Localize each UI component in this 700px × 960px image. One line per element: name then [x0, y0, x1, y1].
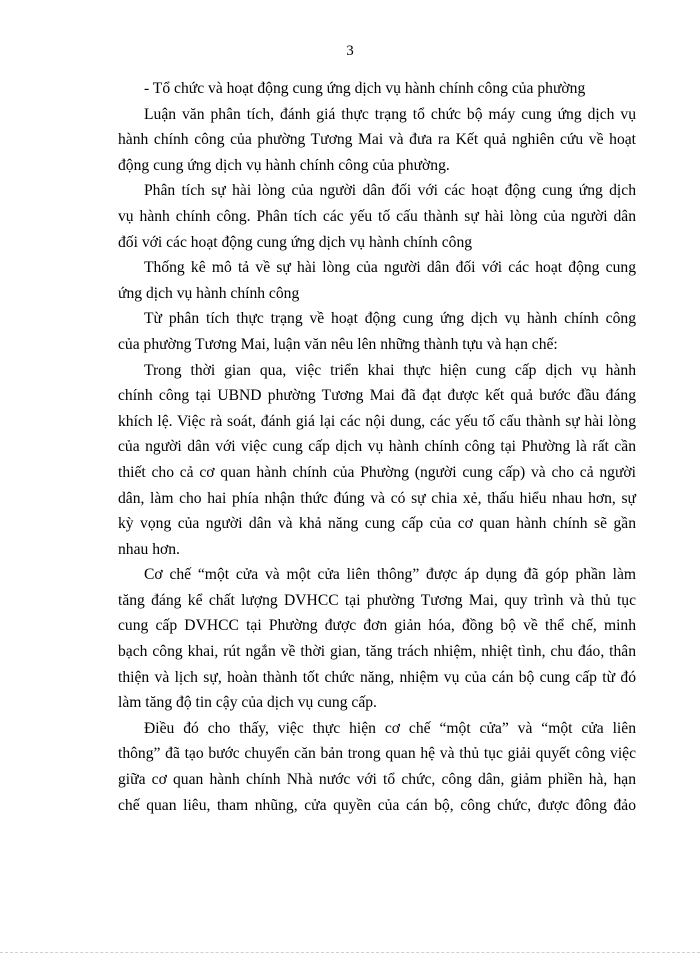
text-line: Từ phân tích thực trạng về hoạt động cung ứng dịch vụ hành chính công [144, 310, 636, 328]
page-bottom-divider [0, 952, 700, 953]
text-line: thông” đã tạo bước chuyển căn bản trong quan hệ và thủ tục giải quyết công việc [118, 745, 636, 763]
text-line: nhau hơn. [118, 540, 180, 558]
paragraph [118, 562, 636, 716]
text-line: đối với các hoạt động cung ứng dịch vụ hành chính công [118, 233, 473, 251]
text-line: Cơ chế “một cửa và một cửa liên thông” được áp dụng đã góp phần làm [144, 566, 636, 584]
text-line: dân, làm cho hai phía nhận thức đúng và có sự chia xẻ, thấu hiểu nhau hơn, sự [118, 489, 636, 507]
text-line: - Tổ chức và hoạt động cung ứng dịch vụ hành chính công của phường [144, 80, 586, 97]
text-line: làm tăng độ tin cậy của dịch vụ cung cấp. [118, 694, 377, 712]
body-text [118, 76, 636, 818]
paragraph [118, 358, 636, 563]
text-line: thiết cho cả cơ quan hành chính của Phường (người cung cấp) và cho cả người [118, 463, 636, 481]
text-line: giữa cơ quan hành chính Nhà nước với tổ chức, công dân, giảm phiền hà, hạn [118, 771, 636, 789]
text-line: của phường Tương Mai, luận văn nêu lên những thành tựu và hạn chế: [118, 335, 558, 353]
paragraph [118, 102, 636, 179]
text-line: cung cấp DVHCC tại Phường được đơn giản hóa, đồng bộ về thể chế, minh [118, 617, 636, 635]
text-line: ứng dịch vụ hành chính công [118, 284, 300, 302]
text-line: Phân tích sự hài lòng của người dân đối với các hoạt động cung ứng dịch [144, 182, 636, 200]
paragraph [118, 716, 636, 818]
text-line: Luận văn phân tích, đánh giá thực trạng tổ chức bộ máy cung ứng dịch vụ [144, 105, 636, 123]
text-line: Điều đó cho thấy, việc thực hiện cơ chế “một cửa” và “một cửa liên [144, 719, 636, 737]
text-line: chế quan liêu, tham nhũng, cửa quyền của cán bộ, công chức, được đông đảo [118, 796, 636, 814]
paragraph-section-heading [118, 76, 636, 102]
text-line: động cung ứng dịch vụ hành chính công của phường. [118, 156, 450, 174]
text-line: vụ hành chính công. Phân tích các yếu tố cấu thành sự hài lòng của người dân [118, 207, 636, 225]
text-line: Thống kê mô tả về sự hài lòng của người dân đối với các hoạt động cung [144, 259, 636, 277]
page-number: 3 [346, 43, 354, 59]
paragraph [118, 255, 636, 306]
text-line: thiện và lịch sự, hoàn thành tốt chức năng, nhiệm vụ của cán bộ cung cấp từ đó [118, 668, 636, 686]
text-line: của người dân với việc cung cấp dịch vụ hành chính công tại Phường là rất cần [118, 438, 636, 456]
text-line: tăng đáng kể chất lượng DVHCC tại phường Tương Mai, quy trình và thủ tục [118, 591, 636, 609]
paragraph [118, 178, 636, 255]
text-line: chính công tại UBND phường Tương Mai đã đạt được kết quả bước đầu đáng [118, 387, 636, 405]
text-line: Trong thời gian qua, việc triển khai thực hiện cung cấp dịch vụ hành [144, 361, 636, 379]
text-line: hành chính công của phường Tương Mai và đưa ra Kết quả nghiên cứu về hoạt [118, 131, 636, 149]
text-line: kỳ vọng của người dân và khả năng cung cấp của cơ quan hành chính sẽ gần [118, 515, 636, 533]
paragraph [118, 306, 636, 357]
text-line: bạch công khai, rút ngắn về thời gian, tăng trách nhiệm, nhiệt tình, chu đáo, thân [118, 643, 636, 661]
text-line: khích lệ. Việc rà soát, đánh giá lại các nội dung, các yếu tố cấu thành sự hài lòng [118, 412, 636, 430]
